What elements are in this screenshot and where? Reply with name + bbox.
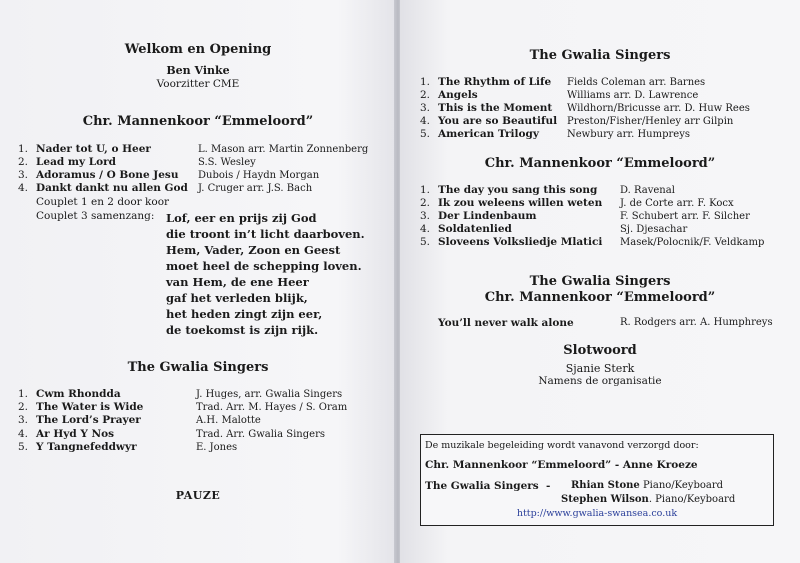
couplet-note-1: Couplet 1 en 2 door koor (36, 196, 170, 208)
list-item (420, 236, 790, 249)
list-item (18, 169, 388, 182)
item-number: 2. (420, 89, 431, 101)
list-item (18, 388, 388, 401)
item-number: 2. (18, 401, 29, 413)
footer-accompanist-1 (571, 480, 723, 491)
footer-gwalia-label: The Gwalia Singers (425, 480, 539, 492)
accompanist-1-name: Rhian Stone (571, 480, 640, 491)
choir1-title: Chr. Mannenkoor “Emmeloord” (82, 114, 314, 129)
item-title: You are so Beautiful (438, 115, 558, 127)
item-title: Lead my Lord (36, 156, 116, 168)
item-number: 1. (420, 184, 431, 196)
closing-role: Namens de organisatie (538, 375, 662, 387)
item-number: 4. (420, 223, 431, 235)
list-item (18, 414, 388, 427)
speaker-role: Voorzitter CME (156, 78, 240, 90)
item-title: Nader tot U, o Heer (36, 143, 151, 155)
lyric-line: Hem, Vader, Zoon en Geest (166, 243, 341, 257)
item-composer: A.H. Malotte (196, 415, 261, 426)
left-page (0, 0, 396, 563)
item-title: Soldatenlied (438, 223, 512, 235)
item-composer: Trad. Arr. Gwalia Singers (196, 429, 325, 440)
lyric-line: gaf het verleden blijk, (166, 291, 308, 305)
pause-label: PAUZE (175, 489, 221, 502)
footer-intro: De muzikale begeleiding wordt vanavond verzorgd door: (425, 440, 699, 451)
item-composer: S.S. Wesley (198, 157, 256, 168)
gwalia-title-right: The Gwalia Singers (529, 48, 671, 63)
closing-title: Slotwoord (563, 343, 637, 358)
item-composer: J. de Corte arr. F. Kocx (620, 198, 734, 209)
accompanist-2-name: Stephen Wilson (561, 494, 649, 505)
list-item (420, 89, 790, 102)
item-number: 1. (18, 143, 29, 155)
item-composer: J. Cruger arr. J.S. Bach (198, 183, 313, 194)
list-item (420, 197, 790, 210)
lyric-line: het heden zingt zijn eer, (166, 307, 323, 321)
list-item (420, 76, 790, 89)
list-item (18, 156, 388, 169)
list-item (18, 143, 388, 156)
item-number: 5. (420, 128, 431, 140)
item-title: The Lord’s Prayer (36, 414, 141, 426)
list-item (420, 102, 790, 115)
footer-dash: - (546, 480, 551, 492)
list-item (18, 441, 388, 454)
item-title: Ik zou weleens willen weten (438, 197, 603, 209)
item-title: Cwm Rhondda (36, 388, 121, 400)
item-number: 5. (18, 441, 29, 453)
item-number: 1. (420, 76, 431, 88)
item-number: 2. (18, 156, 29, 168)
lyric-line: de toekomst is zijn rijk. (166, 323, 319, 337)
list-item (420, 210, 790, 223)
list-item (18, 401, 388, 414)
item-composer: Fields Coleman arr. Barnes (567, 77, 706, 88)
item-title: The day you sang this song (438, 184, 598, 196)
list-item (18, 428, 388, 441)
welcome-title: Welkom en Opening (124, 42, 272, 57)
item-composer: Dubois / Haydn Morgan (198, 170, 320, 181)
item-composer: E. Jones (196, 442, 238, 453)
lyric-line: moet heel de schepping loven. (166, 259, 362, 273)
accompanist-1-role: Piano/Keyboard (642, 480, 724, 491)
item-title: Angels (438, 89, 478, 101)
item-title: This is the Moment (438, 102, 553, 114)
item-number: 4. (18, 428, 29, 440)
item-composer: Preston/Fisher/Henley arr Gilpin (567, 116, 734, 127)
list-item (420, 184, 790, 197)
list-item (18, 182, 388, 195)
item-composer: Wildhorn/Bricusse arr. D. Huw Rees (567, 103, 750, 114)
gwalia-title-left: The Gwalia Singers (127, 360, 269, 375)
item-title: Adoramus / O Bone Jesu (36, 169, 179, 181)
item-title: Sloveens Volksliedje Mlatici (438, 236, 603, 248)
lyric-line: die troont in’t licht daarboven. (166, 227, 365, 241)
item-composer: Williams arr. D. Lawrence (567, 90, 699, 101)
footer-choir-line: Chr. Mannenkoor “Emmeloord” - Anne Kroeze (425, 459, 698, 471)
item-composer: J. Huges, arr. Gwalia Singers (196, 389, 343, 400)
joint-title-1: The Gwalia Singers (529, 274, 671, 289)
item-composer: Newbury arr. Humpreys (567, 129, 690, 140)
item-composer: F. Schubert arr. F. Silcher (620, 211, 750, 222)
item-number: 3. (420, 210, 431, 222)
item-title: Ar Hyd Y Nos (36, 428, 115, 440)
lyric-line: van Hem, de ene Heer (166, 275, 309, 289)
list-item (420, 223, 790, 236)
website-link[interactable]: http://www.gwalia-swansea.co.uk (516, 508, 678, 519)
item-number: 3. (18, 414, 29, 426)
item-composer: Trad. Arr. M. Hayes / S. Oram (196, 402, 348, 413)
list-item (420, 115, 790, 128)
closing-name: Sjanie Sterk (565, 362, 635, 375)
item-number: 4. (18, 182, 29, 194)
item-number: 4. (420, 115, 431, 127)
speaker-name: Ben Vinke (166, 64, 230, 77)
accompanist-2-role: . Piano/Keyboard (648, 494, 736, 505)
list-item (420, 128, 790, 141)
item-composer: Sj. Djesachar (620, 224, 688, 235)
item-number: 1. (18, 388, 29, 400)
item-title: Y Tangnefeddwyr (36, 441, 137, 453)
item-composer: D. Ravenal (620, 185, 675, 196)
couplet-note-2: Couplet 3 samenzang: (36, 210, 155, 222)
item-composer: L. Mason arr. Martin Zonnenberg (198, 144, 369, 155)
joint-song-title: You’ll never walk alone (438, 317, 574, 329)
lyric-line: Lof, eer en prijs zij God (166, 211, 317, 225)
item-title: Dankt dankt nu allen God (36, 182, 188, 194)
lyrics-block (166, 210, 365, 338)
item-number: 3. (18, 169, 29, 181)
item-number: 5. (420, 236, 431, 248)
item-title: The Water is Wide (36, 401, 144, 413)
item-title: American Trilogy (438, 128, 539, 140)
joint-title-2: Chr. Mannenkoor “Emmeloord” (484, 290, 716, 305)
choir-title-right: Chr. Mannenkoor “Emmeloord” (484, 156, 716, 171)
accompaniment-box (420, 434, 774, 526)
item-title: Der Lindenbaum (438, 210, 537, 222)
item-title: The Rhythm of Life (438, 76, 552, 88)
item-composer: Masek/Polocnik/F. Veldkamp (620, 237, 765, 248)
joint-song-composer: R. Rodgers arr. A. Humphreys (620, 317, 773, 328)
item-number: 3. (420, 102, 431, 114)
item-number: 2. (420, 197, 431, 209)
footer-accompanist-2 (561, 494, 735, 505)
